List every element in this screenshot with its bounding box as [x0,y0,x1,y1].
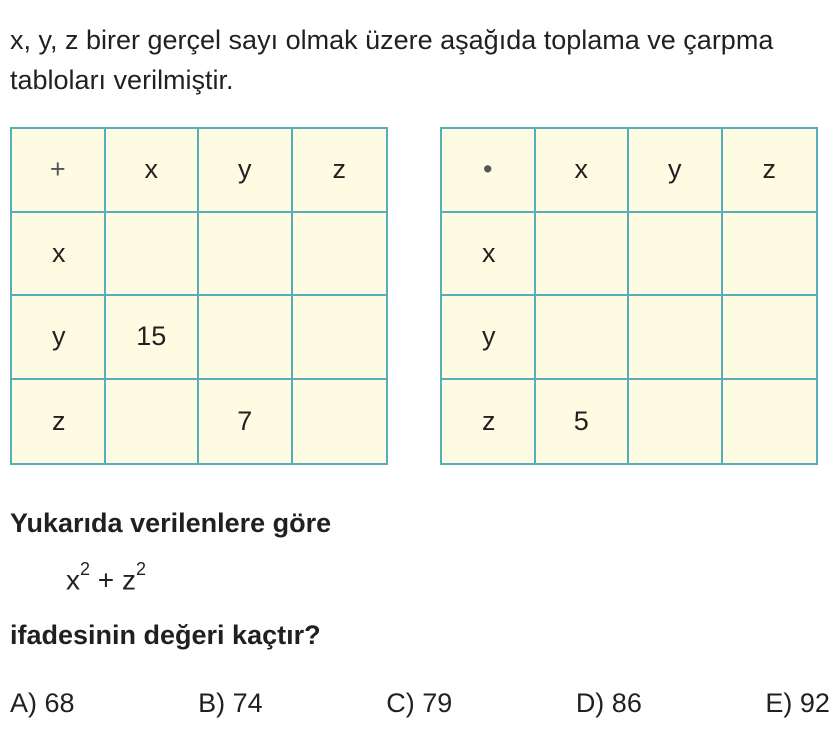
multiplication-table [440,127,818,465]
table-cell [199,213,293,297]
table-cell: 7 [199,380,293,464]
row-header: y [12,296,106,380]
table-cell [536,213,630,297]
question-tail: ifadesinin değeri kaçtır? [10,620,321,650]
expression [66,553,146,600]
answer-choices [10,688,830,719]
expression-exponent: 2 [135,559,146,579]
table-cell [723,213,817,297]
choice-d[interactable]: D) 86 [575,688,642,718]
expression-base-z: z [121,564,136,596]
expression-plus: + [97,564,115,596]
table-cell [723,296,817,380]
table-cell [293,296,387,380]
table-cell [106,380,200,464]
choice-a[interactable]: A) 68 [10,688,75,718]
table-cell: 15 [106,296,200,380]
row-header: x [442,213,536,297]
addition-table [10,127,388,465]
table-operator: + [12,129,106,213]
column-header: y [199,129,293,213]
table-cell [629,213,723,297]
table-cell [536,296,630,380]
expression-base-x: x [66,564,80,596]
choice-b[interactable]: B) 74 [198,688,263,718]
table-operator: • [442,129,536,213]
expression-exponent: 2 [80,559,91,579]
column-header: x [106,129,200,213]
intro-text: x, y, z birer gerçel sayı olmak üzere aşağıda toplama ve çarpma tabloları verilmiştir. [10,25,774,95]
table-cell [106,213,200,297]
table-cell [293,380,387,464]
table-cell [629,380,723,464]
row-header: x [12,213,106,297]
column-header: y [629,129,723,213]
table-cell [199,296,293,380]
table-cell [293,213,387,297]
table-cell [723,380,817,464]
row-header: z [12,380,106,464]
column-header: x [536,129,630,213]
choice-c[interactable]: C) 79 [386,688,453,718]
choice-e[interactable]: E) 92 [765,688,830,718]
table-cell [629,296,723,380]
column-header: z [293,129,387,213]
row-header: z [442,380,536,464]
column-header: z [723,129,817,213]
row-header: y [442,296,536,380]
table-cell: 5 [536,380,630,464]
question-lead: Yukarıda verilenlere göre [10,508,332,538]
